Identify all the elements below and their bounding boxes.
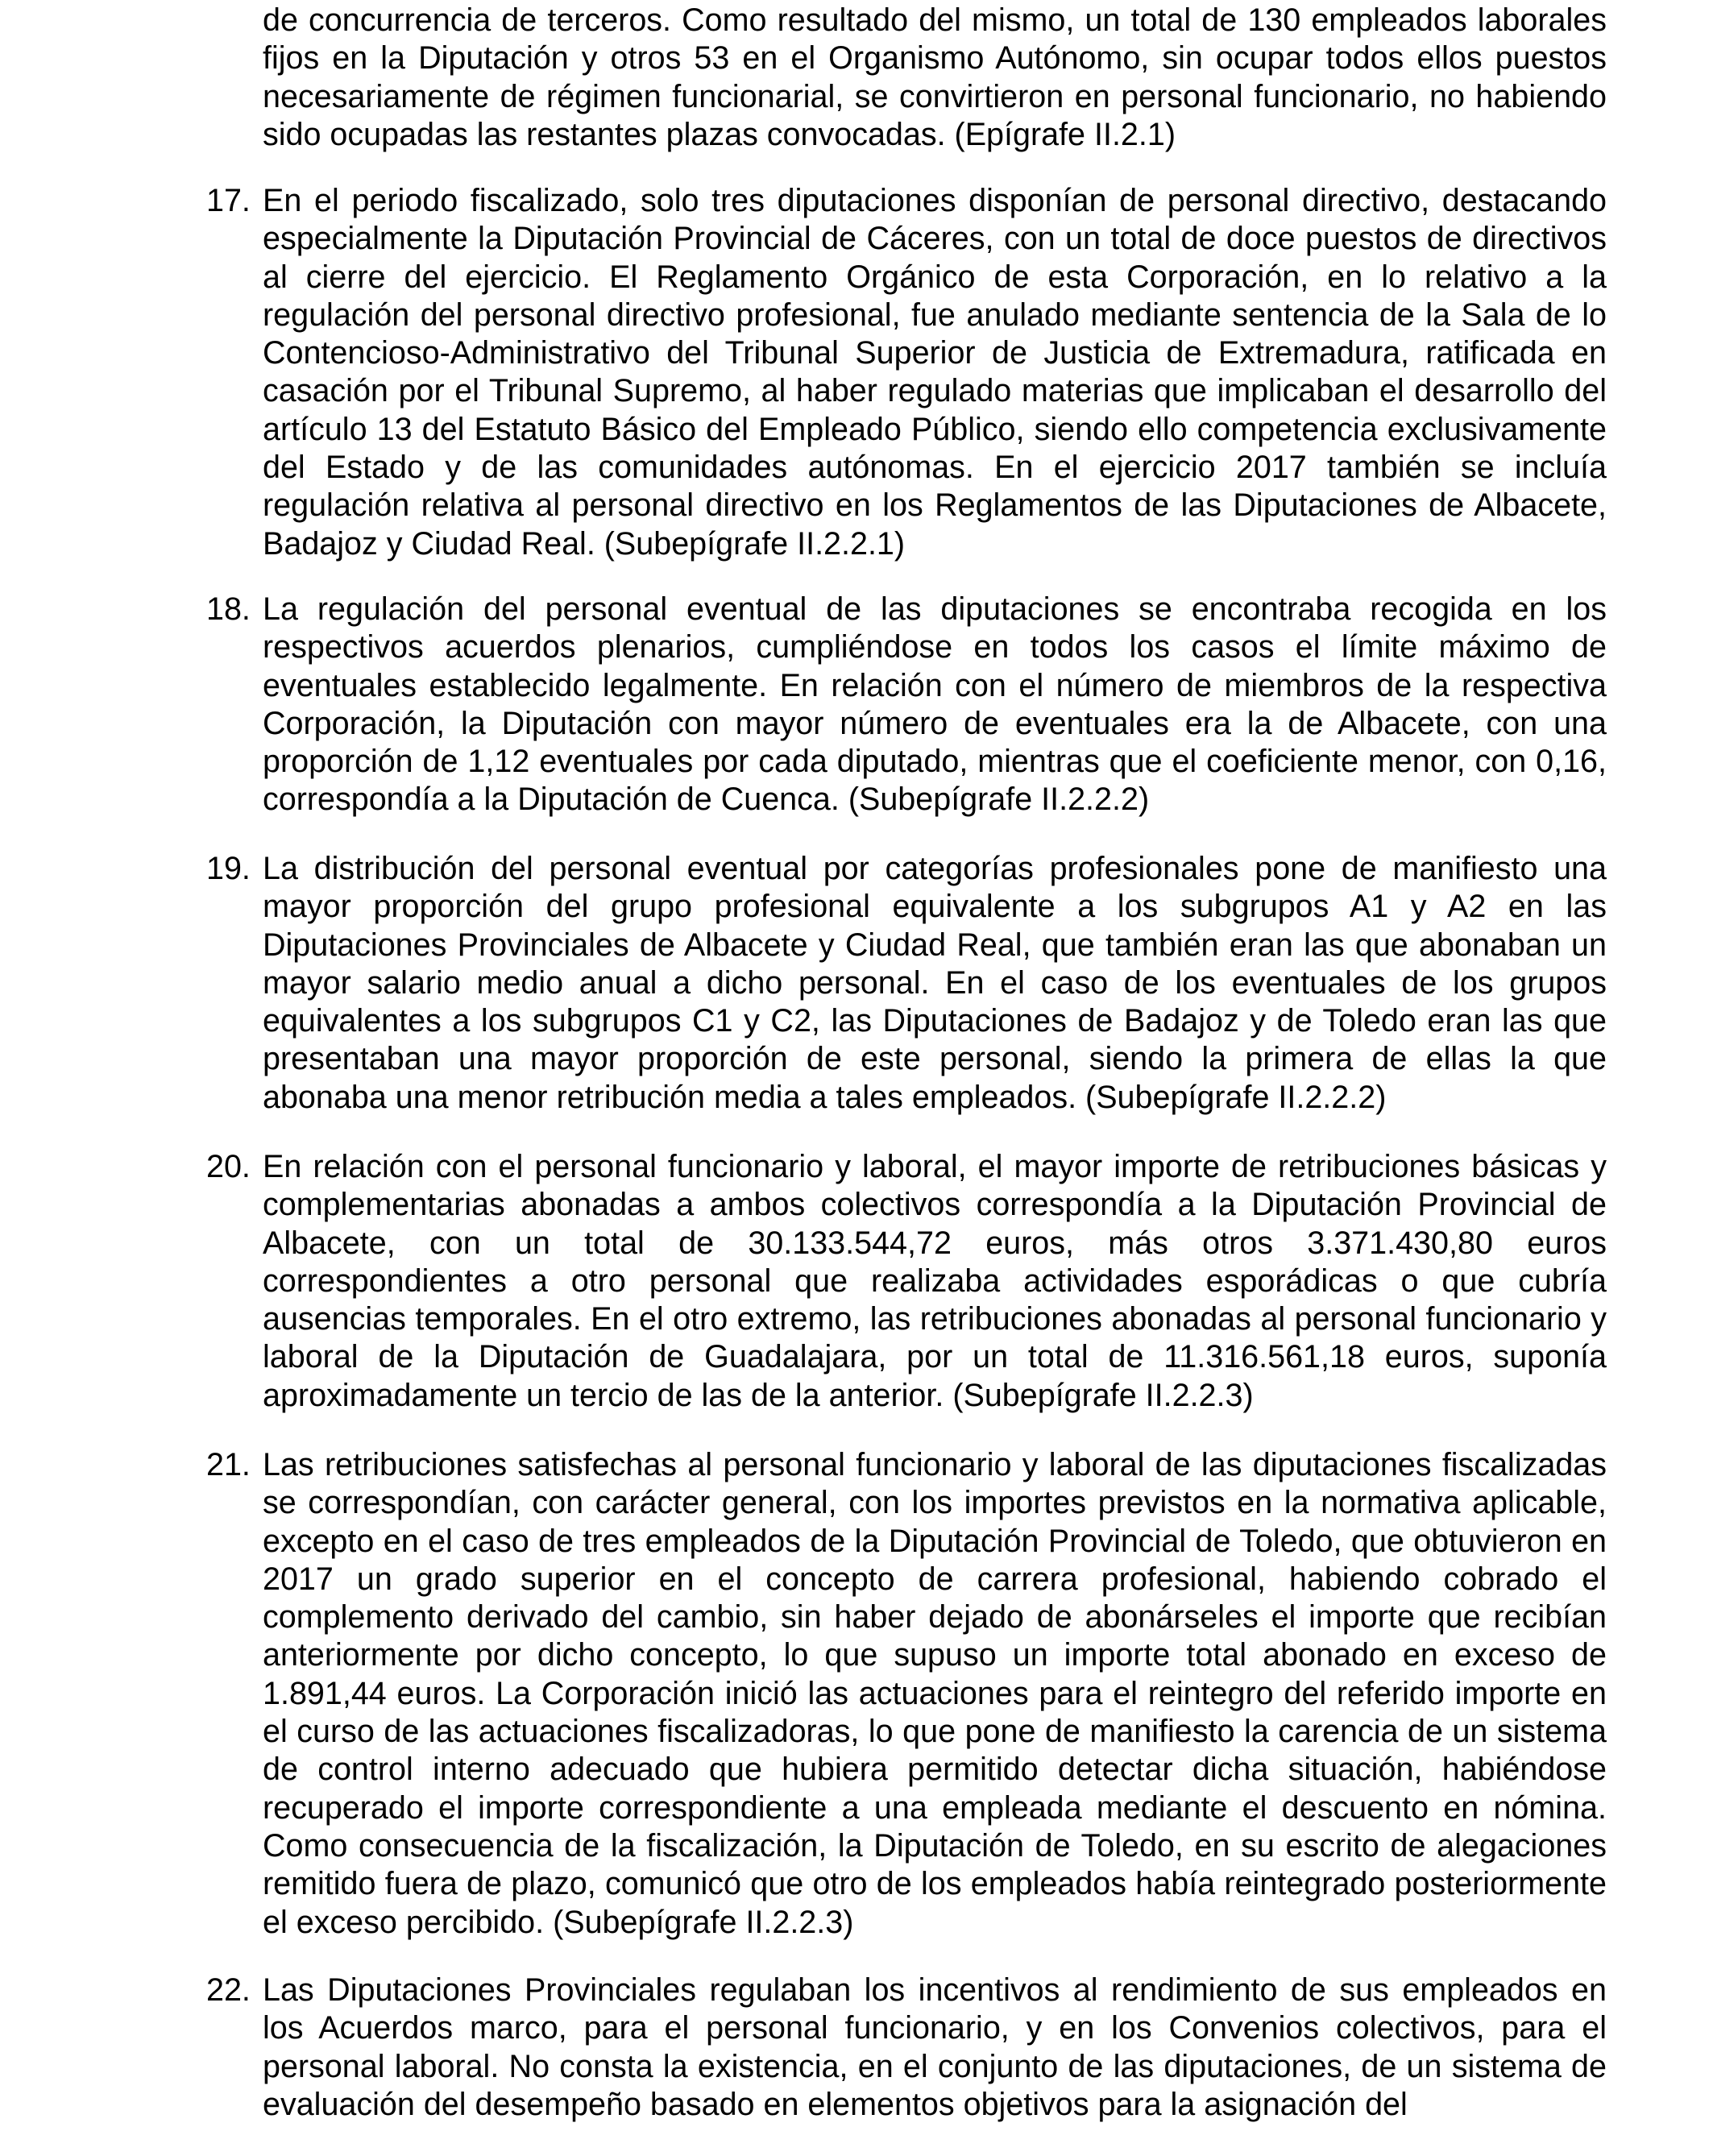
paragraph-text: En el periodo fiscalizado, solo tres diputaciones disponían de personal directivo, destacando especialmente la Diputación Provincial de Cáceres, con un total de doce puestos de directivos al cierre del ejercicio. El Reglamento Orgánico de esta Corporación, en lo relativo a la regulación del personal directivo profesional, fue anulado mediante sentencia de la Sala de lo Contencioso-Administrativo del Tribunal Superior de Justicia de Extremadura, ratificada en casación por el Tribunal Supremo, al haber regulado materias que implicaban el desarrollo del artículo 13 del Estatuto Básico del Empleado Público, siendo ello competencia exclusivamente del Estado y de las comunidades autónomas. En el ejercicio 2017 también se incluía regulación relativa al personal directivo en los Reglamentos de las Diputaciones de Albacete, Badajoz y Ciudad Real. (Subepígrafe II.2.2.1) — [263, 183, 1607, 562]
paragraph-20 — [206, 1148, 1607, 1415]
paragraph-text: de concurrencia de terceros. Como resultado del mismo, un total de 130 empleados laborales fijos en la Diputación y otros 53 en el Organismo Autónomo, sin ocupar todos ellos puestos necesariamente de régimen funcionarial, se convirtieron en personal funcionario, no habiendo sido ocupadas las restantes plazas convocadas. (Epígrafe II.2.1) — [263, 2, 1607, 152]
paragraph-17 — [206, 182, 1607, 563]
paragraph-number: 21. — [206, 1447, 251, 1482]
paragraph-16-continuation — [263, 2, 1607, 154]
paragraph-18 — [206, 591, 1607, 819]
paragraph-text: En relación con el personal funcionario y laboral, el mayor importe de retribuciones básicas y complementarias abonadas a ambos colectivos correspondía a la Diputación Provincial de Albacete, con un total de 30.133.544,72 euros, más otros 3.371.430,80 euros correspondientes a otro personal que realizaba actividades esporádicas o que cubría ausencias temporales. En el otro extremo, las retribuciones abonadas al personal funcionario y laboral de la Diputación de Guadalajara, por un total de 11.316.561,18 euros, suponía aproximadamente un tercio de las de la anterior. (Subepígrafe II.2.2.3) — [263, 1149, 1607, 1413]
paragraph-21 — [206, 1446, 1607, 1942]
paragraph-text: Las retribuciones satisfechas al personal funcionario y laboral de las diputaciones fiscalizadas se correspondían, con carácter general, con los importes previstos en la normativa aplicable, excepto en el caso de tres empleados de la Diputación Provincial de Toledo, que obtuvieron en 2017 un grado superior en el concepto de carrera profesional, habiendo cobrado el complemento derivado del cambio, sin haber dejado de abonárseles el importe que recibían anteriormente por dicho concepto, lo que supuso un importe total abonado en exceso de 1.891,44 euros. La Corporación inició las actuaciones para el reintegro del referido importe en el curso de las actuaciones fiscalizadoras, lo que pone de manifiesto la carencia de un sistema de control interno adecuado que hubiera permitido detectar dicha situación, habiéndose recuperado el importe correspondiente a una empleada mediante el descuento en nómina. Como consecuencia de la fiscalización, la Diputación de Toledo, en su escrito de alegaciones remitido fuera de plazo, comunicó que otro de los empleados había reintegrado posteriormente el exceso percibido. (Subepígrafe II.2.2.3) — [263, 1447, 1607, 1940]
paragraph-number: 18. — [206, 591, 251, 627]
paragraph-number: 19. — [206, 851, 251, 886]
paragraph-text: La regulación del personal eventual de las diputaciones se encontraba recogida en los respectivos acuerdos plenarios, cumpliéndose en todos los casos el límite máximo de eventuales establecido legalmente. En relación con el número de miembros de la respectiva Corporación, la Diputación con mayor número de eventuales era la de Albacete, con una proporción de 1,12 eventuales por cada diputado, mientras que el coeficiente menor, con 0,16, correspondía a la Diputación de Cuenca. (Subepígrafe II.2.2.2) — [263, 591, 1607, 818]
paragraph-number: 22. — [206, 1972, 251, 2008]
paragraph-number: 17. — [206, 183, 251, 218]
paragraph-19 — [206, 850, 1607, 1117]
paragraph-number: 20. — [206, 1149, 251, 1184]
paragraph-text: Las Diputaciones Provinciales regulaban los incentivos al rendimiento de sus empleados en los Acuerdos marco, para el personal funcionario, y en los Convenios colectivos, para el personal laboral. No consta la existencia, en el conjunto de las diputaciones, de un sistema de evaluación del desempeño basado en elementos objetivos para la asignación del — [263, 1972, 1607, 2122]
paragraph-text: La distribución del personal eventual por categorías profesionales pone de manifiesto una mayor proporción del grupo profesional equivalente a los subgrupos A1 y A2 en las Diputaciones Provinciales de Albacete y Ciudad Real, que también eran las que abonaban un mayor salario medio anual a dicho personal. En el caso de los eventuales de los grupos equivalentes a los subgrupos C1 y C2, las Diputaciones de Badajoz y de Toledo eran las que presentaban una mayor proporción de este personal, siendo la primera de ellas la que abonaba una menor retribución media a tales empleados. (Subepígrafe II.2.2.2) — [263, 851, 1607, 1115]
paragraph-22 — [206, 1971, 1607, 2124]
